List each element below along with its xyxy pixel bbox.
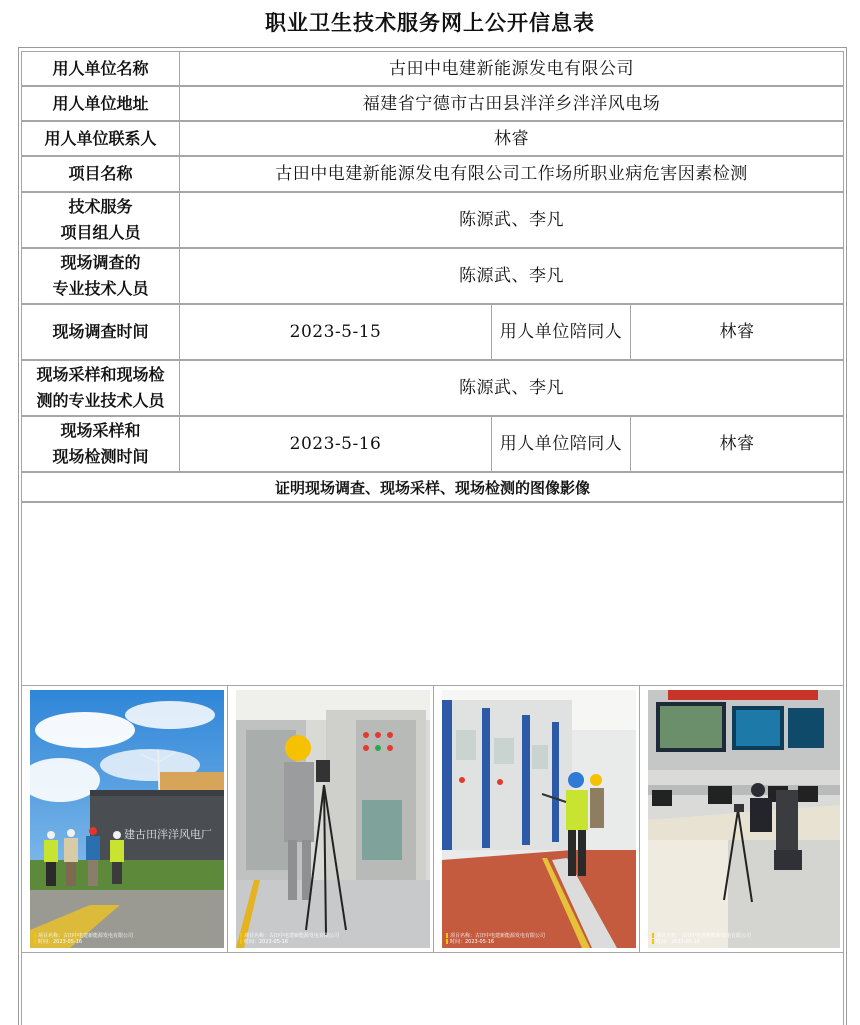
photo-control-room: 项目名称：古田中电建新能源发电有限公司 时间：2023-05-16 (648, 690, 840, 948)
survey-staff-value: 陈源武、李凡 (179, 248, 844, 304)
photo-cell-3 (433, 685, 640, 953)
sampling-companion-label: 用人单位陪同人 (491, 416, 631, 472)
employer-contact-label: 用人单位联系人 (21, 121, 180, 156)
survey-companion-value: 林睿 (630, 304, 844, 360)
photos-blank-area (21, 502, 844, 686)
employer-name-value: 古田中电建新能源发电有限公司 (179, 51, 844, 86)
bottom-blank-area (21, 952, 844, 1025)
photos-caption: 证明现场调查、现场采样、现场检测的图像影像 (21, 472, 844, 502)
employer-contact-value: 林睿 (179, 121, 844, 156)
photo-cell-1 (21, 685, 228, 953)
survey-time-label: 现场调查时间 (21, 304, 180, 360)
employer-address-label: 用人单位地址 (21, 86, 180, 121)
sampling-time-date: 2023-5-16 (179, 416, 492, 472)
page-title: 职业卫生技术服务网上公开信息表 (265, 11, 595, 35)
project-name-label: 项目名称 (21, 156, 180, 192)
employer-address-value: 福建省宁德市古田县泮洋乡泮洋风电场 (179, 86, 844, 121)
sampling-staff-label: 现场采样和现场检 测的专业技术人员 (21, 360, 180, 416)
photo-cabinet-measurement: 项目名称：古田中电建新能源发电有限公司 时间：2023-05-16 (442, 690, 636, 948)
project-name-value: 古田中电建新能源发电有限公司工作场所职业病危害因素检测 (179, 156, 844, 192)
sampling-companion-value: 林睿 (630, 416, 844, 472)
photo-cell-2 (227, 685, 434, 953)
photo-cell-4 (639, 685, 844, 953)
survey-companion-label: 用人单位陪同人 (491, 304, 631, 360)
photo-switchgear-room: 项目名称：古田中电建新能源发电有限公司 时间：2023-05-16 (236, 690, 430, 948)
service-team-value: 陈源武、李凡 (179, 192, 844, 248)
sampling-staff-value: 陈源武、李凡 (179, 360, 844, 416)
service-team-label: 技术服务 项目组人员 (21, 192, 180, 248)
info-table (18, 47, 847, 1025)
employer-name-label: 用人单位名称 (21, 51, 180, 86)
survey-time-date: 2023-5-15 (179, 304, 492, 360)
survey-staff-label: 现场调查的 专业技术人员 (21, 248, 180, 304)
sampling-time-label: 现场采样和 现场检测时间 (21, 416, 180, 472)
entrance-sign-text: 建古田泮洋风电厂 (124, 828, 212, 841)
photo-wind-farm-entrance: 建古田泮洋风电厂 项目名称：古田中电建新能源发电有限公司 时间：2023-05-16 (30, 690, 224, 948)
